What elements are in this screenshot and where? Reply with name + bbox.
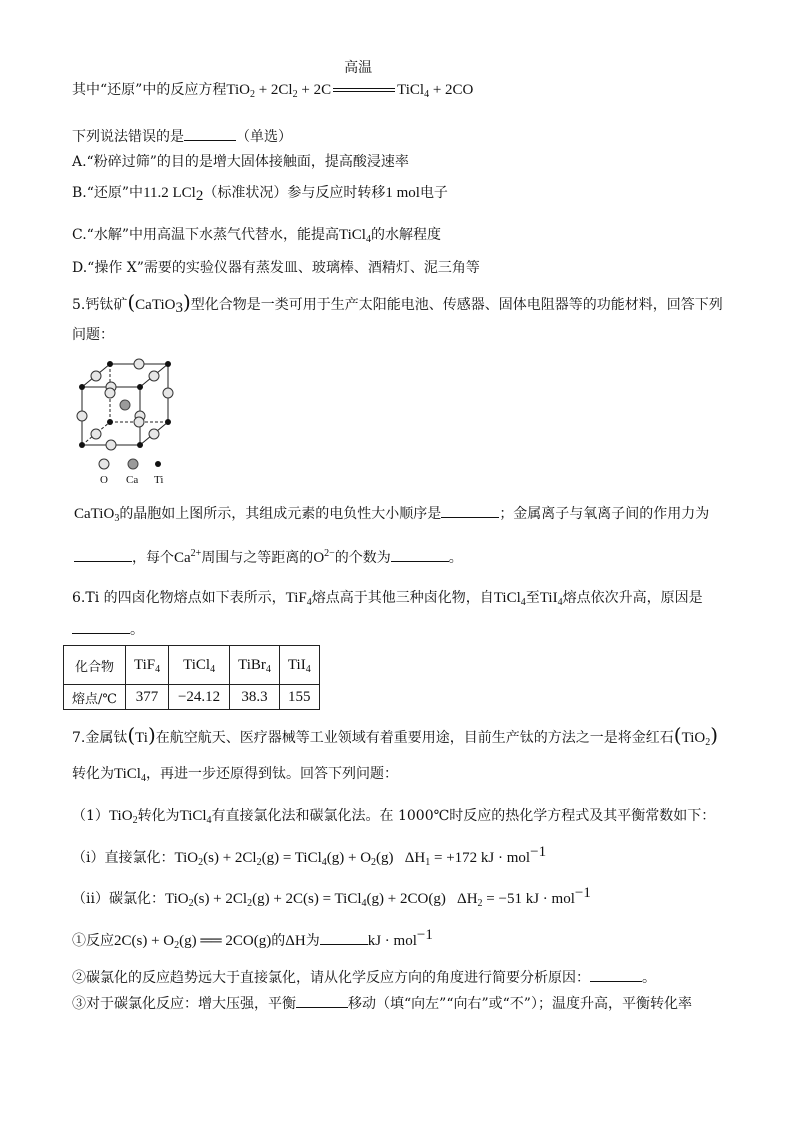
table-header-tii4: TiI$_4$ (279, 646, 319, 685)
dh-blank[interactable] (320, 932, 368, 945)
q7-q1: ①反应$2C(s) + O_2(g)$ ══ 2CO(g)的ΔH为 kJ · mol$^{-1}$ (72, 927, 433, 951)
table-header-ticl4: TiCl$_4$ (169, 646, 230, 685)
reason-analysis-blank[interactable] (590, 969, 642, 982)
q7-q2 (72, 968, 656, 988)
q5-stem-pre: 5.钙钛矿 (72, 297, 128, 313)
table-row (64, 685, 320, 710)
q5-stem: 5.钙钛矿(CaTiO$_3$)型化合物是一类可用于生产太阳能电池、传感器、固体电阻器等的功能材料，回答下列 (72, 290, 723, 316)
condition-arrow (331, 60, 397, 100)
q5-body-line1: CaTiO$_3$的晶胞如上图所示，其组成元素的电负性大小顺序是 ；金属离子与氧离子间的作用力为 (74, 506, 710, 524)
table-row (64, 646, 320, 685)
equation-rhs: TiCl$_4$ + 2CO (397, 82, 474, 100)
q6-stem-post: 熔点依次升高，原因是 (562, 590, 703, 606)
table-row-label: 熔点/℃ (64, 685, 126, 710)
q7-reaction-i: （i）直接氯化：$TiO_2(s) + 2Cl_2(g)$ = TiCl$_4$(g) + $O_2(g) \Delta H_1 = +172$ kJ · mol$^{-1}$ (72, 844, 547, 868)
force-blank[interactable] (74, 549, 132, 562)
q7-p1-mid: 转化为 (137, 808, 180, 824)
q7-p1-post: 有直接氯化法和碳氯化法。在 1000℃时反应的热化学方程式及其平衡常数如下： (211, 808, 716, 824)
perovskite-unit-cell-figure (70, 352, 180, 487)
q7-q1-mid: 的 (271, 933, 286, 949)
reaction-ii-equation: $TiO_2(s) + 2Cl_2(g) + 2C(s)$ = TiCl$_4$(g) + 2CO(g) $\Delta H_2$ (164, 891, 483, 909)
legend-ca: Ca (126, 474, 139, 486)
option-b: B.“还原”中11.2 LCl$_2$（标准状况）参与反应时转移1 mol电子 (72, 185, 448, 204)
q6-stem: 6.Ti 的四卤化物熔点如下表所示，TiF$_4$熔点高于其他三种卤化物，自TiCl$_4$至TiI$_4$熔点依次升高，原因是 (72, 590, 703, 608)
q4-stem-text: 下列说法错误的是 (72, 129, 184, 145)
q7-stem-mid: 在航空航天、医疗器械等工业领域有着重要用途，目前生产钛的方法之一是将金红石 (155, 730, 674, 746)
table-header-tif4: TiF$_4$ (125, 646, 168, 685)
reaction-ii-dh: = −51 kJ · mol (486, 891, 575, 907)
reaction-ii-label: （ii）碳氯化： (72, 891, 165, 907)
option-c-pre: C.“水解”中用高温下水蒸气代替水，能提高 (72, 227, 339, 243)
q7-q3 (72, 994, 692, 1014)
table-header-tibr4: TiBr$_4$ (230, 646, 280, 685)
q6-stem-pre: 6.Ti 的四卤化物熔点如下表所示， (72, 590, 286, 606)
q6-blank-line (72, 620, 144, 640)
option-a: A.“粉碎过筛”的目的是增大固体接触面，提高酸浸速率 (72, 154, 409, 170)
answer-blank[interactable] (184, 128, 236, 141)
option-b-volume: 11.2 LCl (143, 185, 196, 201)
q7-reaction-ii: （ii）碳氯化：$TiO_2(s) + 2Cl_2(g) + 2C(s)$ = TiCl$_4$(g) + 2CO(g) $\Delta H_2 = -51$ kJ · mol$^{-1}$ (72, 885, 591, 909)
q5-body1-post: 的晶胞如上图所示，其组成元素的电负性大小顺序是 (119, 506, 442, 522)
q7-ti: Ti (135, 730, 148, 746)
q7-line2: 转化为TiCl$_4$，再进一步还原得到钛。回答下列问题： (72, 766, 398, 784)
q6-stem-mid1: 熔点高于其他三种卤化物，自 (311, 590, 494, 606)
reason-blank[interactable] (72, 621, 130, 634)
q7-q2-text: ②碳氯化的反应趋势远大于直接氯化，请从化学反应方向的角度进行简要分析原因： (72, 970, 590, 986)
table-cell: 377 (125, 685, 168, 710)
condition-label: 高温 (344, 60, 373, 76)
count-blank[interactable] (391, 549, 449, 562)
option-b-mol: 1 mol (385, 185, 420, 201)
q7-stem-pre: 7.金属钛 (72, 730, 128, 746)
q7-part1: （1）TiO$_2$转化为TiCl$_4$有直接氯化法和碳氯化法。在 1000℃时反应的热化学方程式及其平衡常数如下： (72, 808, 716, 826)
q4-stem (72, 127, 292, 147)
q4-stem-note: （单选） (236, 129, 292, 145)
reaction-i-dh: = +172 kJ · mol (434, 850, 531, 866)
table-cell: −24.12 (169, 685, 230, 710)
option-d: D.“操作 X”需要的实验仪器有蒸发皿、玻璃棒、酒精灯、泥三角等 (72, 260, 480, 276)
q5-stem-cont: 问题： (72, 327, 114, 343)
q7-q1-pre: ①反应 (72, 933, 114, 949)
reaction-prefix: 其中“还原”中的反应方程 (72, 82, 227, 98)
q6-end: 。 (130, 622, 144, 638)
q7-line2-post: ，再进一步还原得到钛。回答下列问题： (145, 766, 398, 782)
q6-stem-mid2: 至 (525, 590, 540, 606)
reaction-i-equation: $TiO_2(s) + 2Cl_2(g)$ = TiCl$_4$(g) + $O_2(g)$ $\Delta H_1$ (174, 850, 431, 868)
q7-q1-unit: kJ · mol (367, 933, 417, 949)
q5-formula: CaTiO (135, 297, 176, 313)
q5-body2-b: 周围与之等距离的 (201, 550, 314, 566)
q7-p1-pre: （1） (72, 808, 109, 824)
q7-stem: 7.金属钛(Ti)在航空航天、医疗器械等工业领域有着重要用途，目前生产钛的方法之一是将金红石(TiO$_2$) (72, 723, 719, 748)
legend-o: O (100, 474, 108, 486)
q5-body2-a: ，每个 (132, 550, 174, 566)
option-c: C.“水解”中用高温下水蒸气代替水，能提高TiCl$_4$的水解程度 (72, 227, 441, 245)
option-b-pre: B.“还原”中 (72, 185, 144, 201)
q7-q1-equation: $2C(s) + O_2(g)$ ══ 2CO(g) (114, 933, 272, 951)
q7-q3-mid: 移动（填“向左”“向右”或“不”）；温度升高，平衡转化率 (348, 996, 692, 1012)
q5-body2-end: 。 (448, 550, 463, 566)
q5-stem-post: 型化合物是一类可用于生产太阳能电池、传感器、固体电阻器等的功能材料，回答下列 (190, 297, 723, 313)
q5-body1-end: ；金属离子与氧离子间的作用力为 (499, 506, 710, 522)
q7-q2-end: 。 (642, 970, 656, 986)
q5-body2-c: 的个数为 (334, 550, 391, 566)
q7-q1-post: 为 (305, 933, 320, 949)
reduction-equation-line (72, 60, 474, 100)
reaction-i-label: （i）直接氯化： (72, 850, 175, 866)
option-b-post: 电子 (419, 185, 448, 201)
shift-blank[interactable] (296, 995, 348, 1008)
legend-ti: Ti (154, 474, 164, 486)
q5-body-line2: ，每个$Ca^{2+}$周围与之等距离的$O^{2-}$的个数为 。 (74, 548, 463, 568)
q7-q3-text: ③对于碳氯化反应：增大压强，平衡 (72, 996, 296, 1012)
electronegativity-blank[interactable] (441, 505, 499, 518)
table-header-compound: 化合物 (64, 646, 126, 685)
melting-point-table (63, 645, 320, 710)
option-b-mid: （标准状况）参与反应时转移 (203, 185, 386, 201)
option-c-post: 的水解程度 (370, 227, 441, 243)
equation-lhs: $TiO_2 + 2Cl_2 + 2C$ (226, 82, 332, 100)
table-cell: 38.3 (230, 685, 280, 710)
q7-line2-pre: 转化为 (72, 766, 114, 782)
table-cell: 155 (279, 685, 319, 710)
